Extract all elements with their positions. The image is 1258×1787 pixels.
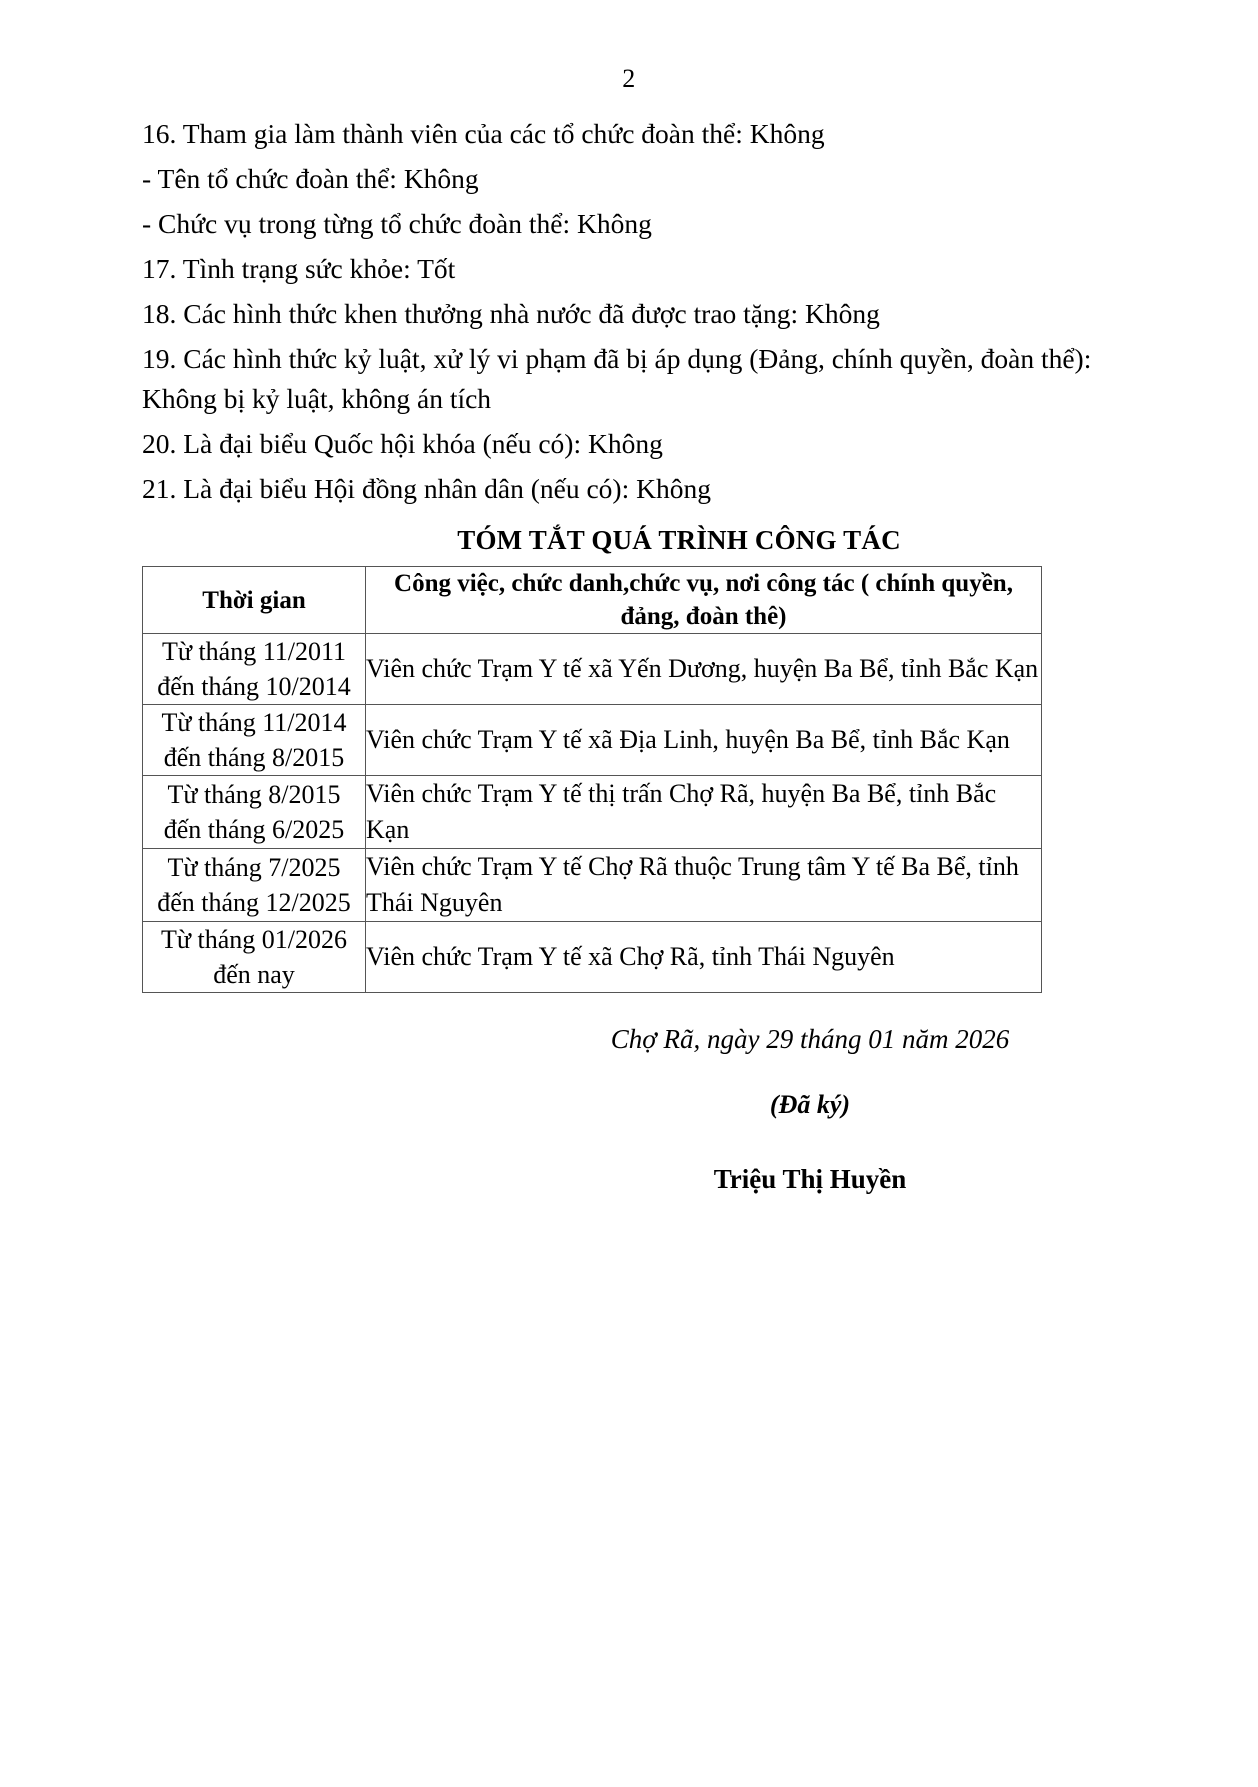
signature-date: Chợ Rã, ngày 29 tháng 01 năm 2026 (610, 1024, 1010, 1054)
signature-signed-note: (Đã ký) (769, 1090, 851, 1119)
table-cell-work: Viên chức Trạm Y tế thị trấn Chợ Rã, huyện Ba Bể, tỉnh Bắc Kạn (366, 776, 1042, 849)
table-row (143, 922, 1042, 993)
table-cell-time (143, 634, 366, 705)
time-line-to: đến tháng 12/2025 (157, 888, 351, 917)
paragraph-19: 19. Các hình thức kỷ luật, xử lý vi phạm đã bị áp dụng (Đảng, chính quyền, đoàn thể): Không bị kỷ luật, không án tích (142, 343, 1092, 414)
paragraph-17: 17. Tình trạng sức khỏe: Tốt (142, 253, 456, 284)
time-line-from: Từ tháng 11/2011 (161, 637, 347, 666)
table-row (143, 776, 1042, 849)
time-line-to: đến nay (213, 960, 295, 989)
time-line-from: Từ tháng 7/2025 (167, 853, 341, 882)
section-title: TÓM TẮT QUÁ TRÌNH CÔNG TÁC (457, 525, 901, 555)
table-cell-time (143, 849, 366, 922)
paragraph-org-position: - Chức vụ trong từng tổ chức đoàn thể: Không (142, 208, 652, 239)
paragraph-20: 20. Là đại biểu Quốc hội khóa (nếu có): Không (142, 428, 663, 459)
table-row (143, 705, 1042, 776)
table-cell-time (143, 705, 366, 776)
table-row (143, 849, 1042, 922)
table-cell-work: Viên chức Trạm Y tế xã Địa Linh, huyện Ba Bể, tỉnh Bắc Kạn (366, 705, 1042, 776)
time-line-from: Từ tháng 01/2026 (161, 925, 347, 954)
table-row (143, 634, 1042, 705)
table-cell-work: Viên chức Trạm Y tế xã Chợ Rã, tỉnh Thái Nguyên (366, 922, 1042, 993)
table-cell-time (143, 776, 366, 849)
signature-block (0, 1021, 1140, 1197)
table-header-time: Thời gian (143, 567, 366, 634)
table-header-work (366, 567, 1042, 634)
paragraph-org-name: - Tên tổ chức đoàn thể: Không (142, 163, 479, 194)
page-number: 2 (622, 64, 636, 93)
time-line-to: đến tháng 10/2014 (157, 672, 351, 701)
table-cell-work: Viên chức Trạm Y tế Chợ Rã thuộc Trung tâm Y tế Ba Bể, tỉnh Thái Nguyên (366, 849, 1042, 922)
paragraph-18: 18. Các hình thức khen thưởng nhà nước đã được trao tặng: Không (142, 298, 880, 329)
time-line-to: đến tháng 6/2025 (163, 815, 345, 844)
time-line-to: đến tháng 8/2015 (163, 743, 345, 772)
table-header-work-line2: ( chính quyền, đảng, đoàn thê) (620, 570, 1013, 630)
table-cell-work: Viên chức Trạm Y tế xã Yến Dương, huyện Ba Bể, tỉnh Bắc Kạn (366, 634, 1042, 705)
time-line-from: Từ tháng 8/2015 (167, 780, 341, 809)
career-summary-table (142, 566, 1042, 993)
body-text-block (142, 114, 1118, 509)
time-line-from: Từ tháng 11/2014 (161, 708, 347, 737)
signature-name: Triệu Thị Huyền (713, 1164, 907, 1194)
paragraph-21: 21. Là đại biểu Hội đồng nhân dân (nếu có): Không (142, 473, 711, 504)
table-cell-time (143, 922, 366, 993)
table-header-row (143, 567, 1042, 634)
table-header-work-line1: Công việc, chức danh,chức vụ, nơi công tác (394, 570, 855, 597)
paragraph-16: 16. Tham gia làm thành viên của các tổ chức đoàn thể: Không (142, 118, 825, 149)
